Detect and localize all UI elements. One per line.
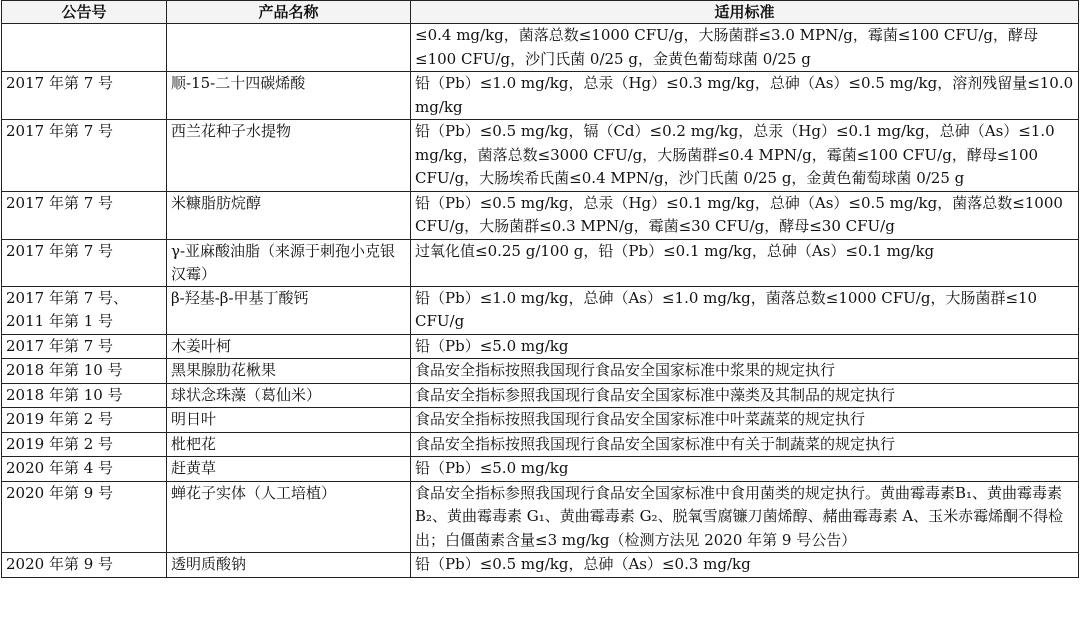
standard-cell: 铅（Pb）≤5.0 mg/kg — [411, 457, 1079, 482]
table-row — [2, 239, 1079, 286]
product-name-cell: 枇杷花 — [167, 432, 411, 457]
table-row — [2, 286, 1079, 334]
product-name-cell: γ-亚麻酸油脂（来源于刺孢小克银汉霉） — [167, 239, 411, 286]
table-body — [2, 24, 1079, 578]
product-name-cell: 球状念珠藻（葛仙米） — [167, 383, 411, 408]
product-name-cell: 透明质酸钠 — [167, 553, 411, 578]
announcement-no-cell: 2020 年第 9 号 — [2, 481, 167, 553]
standard-cell: 铅（Pb）≤5.0 mg/kg — [411, 334, 1079, 359]
announcement-no-cell: 2020 年第 9 号 — [2, 553, 167, 578]
table-row — [2, 191, 1079, 239]
standard-cell: ≤0.4 mg/kg，菌落总数≤1000 CFU/g，大肠菌群≤3.0 MPN/g，霉菌≤100 CFU/g，酵母≤100 CFU/g，沙门氏菌 0/25 g，金黄色葡萄球菌 0/25 g — [411, 24, 1079, 72]
announcement-no-cell: 2019 年第 2 号 — [2, 408, 167, 433]
announcement-no-cell: 2020 年第 4 号 — [2, 457, 167, 482]
standard-cell: 食品安全指标按照我国现行食品安全国家标准中浆果的规定执行 — [411, 359, 1079, 384]
standard-cell: 铅（Pb）≤0.5 mg/kg，总砷（As）≤0.3 mg/kg — [411, 553, 1079, 578]
product-name-cell: 米糠脂肪烷醇 — [167, 191, 411, 239]
product-name-cell — [167, 24, 411, 72]
table-row — [2, 120, 1079, 192]
announcement-no-cell: 2018 年第 10 号 — [2, 383, 167, 408]
standard-cell: 食品安全指标按照我国现行食品安全国家标准中叶菜蔬菜的规定执行 — [411, 408, 1079, 433]
table-row — [2, 24, 1079, 72]
standard-cell: 铅（Pb）≤1.0 mg/kg，总砷（As）≤1.0 mg/kg，菌落总数≤1000 CFU/g，大肠菌群≤10 CFU/g — [411, 286, 1079, 334]
standards-table — [1, 0, 1079, 578]
standard-cell: 铅（Pb）≤0.5 mg/kg，镉（Cd）≤0.2 mg/kg，总汞（Hg）≤0.1 mg/kg，总砷（As）≤1.0 mg/kg，菌落总数≤3000 CFU/g，大肠菌群≤0.4 MPN/g，霉菌≤100 CFU/g，酵母≤100 CFU/g，大肠埃希氏菌≤0.4 MPN/g，沙门氏菌 0/25 g，金黄色葡萄球菌 0/25 g — [411, 120, 1079, 192]
table-row — [2, 481, 1079, 553]
product-name-cell: 木姜叶柯 — [167, 334, 411, 359]
header-product-name: 产品名称 — [167, 1, 411, 24]
announcement-no-cell: 2018 年第 10 号 — [2, 359, 167, 384]
product-name-cell: 蝉花子实体（人工培植） — [167, 481, 411, 553]
standard-cell: 铅（Pb）≤0.5 mg/kg，总汞（Hg）≤0.1 mg/kg，总砷（As）≤0.5 mg/kg，菌落总数≤1000 CFU/g，大肠菌群≤0.3 MPN/g，霉菌≤30 CFU/g，酵母≤30 CFU/g — [411, 191, 1079, 239]
product-name-cell: 明日叶 — [167, 408, 411, 433]
table-row — [2, 457, 1079, 482]
product-name-cell: 黑果腺肋花楸果 — [167, 359, 411, 384]
product-name-cell: 顺-15-二十四碳烯酸 — [167, 72, 411, 120]
announcement-no-cell: 2017 年第 7 号 — [2, 239, 167, 286]
standard-cell: 过氧化值≤0.25 g/100 g，铅（Pb）≤0.1 mg/kg，总砷（As）≤0.1 mg/kg — [411, 239, 1079, 286]
table-row — [2, 408, 1079, 433]
product-name-cell: β-羟基-β-甲基丁酸钙 — [167, 286, 411, 334]
announcement-no-cell — [2, 24, 167, 72]
table-row — [2, 383, 1079, 408]
product-name-cell: 西兰花种子水提物 — [167, 120, 411, 192]
header-announcement-no: 公告号 — [2, 1, 167, 24]
standard-cell: 食品安全指标参照我国现行食品安全国家标准中藻类及其制品的规定执行 — [411, 383, 1079, 408]
announcement-no-cell: 2017 年第 7 号 — [2, 191, 167, 239]
product-name-cell: 赶黄草 — [167, 457, 411, 482]
announcement-no-cell: 2017 年第 7 号、2011 年第 1 号 — [2, 286, 167, 334]
announcement-no-cell: 2019 年第 2 号 — [2, 432, 167, 457]
standard-cell: 食品安全指标参照我国现行食品安全国家标准中食用菌类的规定执行。黄曲霉毒素B₁、黄曲霉毒素 B₂、黄曲霉毒素 G₁、黄曲霉毒素 G₂、脱氧雪腐镰刀菌烯醇、赭曲霉毒素 A、玉米赤霉烯酮不得检出；白僵菌素含量≤3 mg/kg（检测方法见 2020 年第 9 号公告） — [411, 481, 1079, 553]
table-row — [2, 553, 1079, 578]
table-row — [2, 432, 1079, 457]
header-applicable-standard: 适用标准 — [411, 1, 1079, 24]
table-row — [2, 359, 1079, 384]
announcement-no-cell: 2017 年第 7 号 — [2, 120, 167, 192]
standard-cell: 食品安全指标按照我国现行食品安全国家标准中有关于制蔬菜的规定执行 — [411, 432, 1079, 457]
table-row — [2, 72, 1079, 120]
table-row — [2, 334, 1079, 359]
announcement-no-cell: 2017 年第 7 号 — [2, 334, 167, 359]
announcement-no-cell: 2017 年第 7 号 — [2, 72, 167, 120]
table-header-row — [2, 1, 1079, 24]
standard-cell: 铅（Pb）≤1.0 mg/kg，总汞（Hg）≤0.3 mg/kg，总砷（As）≤0.5 mg/kg，溶剂残留量≤10.0 mg/kg — [411, 72, 1079, 120]
